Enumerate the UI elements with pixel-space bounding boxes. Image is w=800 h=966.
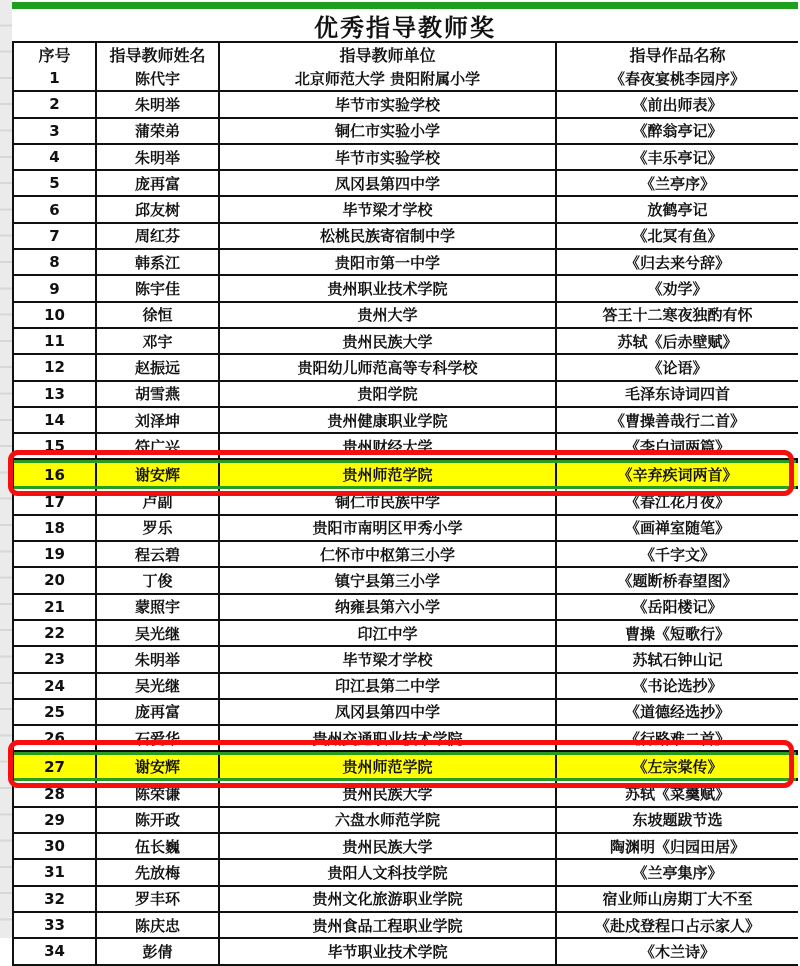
cell-name[interactable]: 刘泽坤 (97, 408, 220, 432)
cell-name[interactable]: 丁俊 (97, 568, 220, 592)
cell-work[interactable]: 《归去来兮辞》 (557, 250, 798, 274)
cell-work[interactable]: 陶渊明《归园田居》 (557, 834, 798, 858)
cell-no[interactable]: 7 (14, 224, 97, 248)
cell-name[interactable]: 周红芬 (97, 224, 220, 248)
cell-no[interactable]: 17 (14, 489, 97, 513)
cell-name[interactable]: 伍长巍 (97, 834, 220, 858)
cell-no[interactable]: 24 (14, 674, 97, 698)
cell-work[interactable]: 《醉翁亭记》 (557, 119, 798, 143)
cell-name[interactable]: 庞再富 (97, 700, 220, 724)
table-row (14, 329, 796, 355)
cell-work[interactable]: 《劝学》 (557, 276, 798, 300)
award-table (12, 9, 798, 966)
cell-no[interactable]: 2 (14, 92, 97, 116)
table-row (14, 434, 796, 460)
cell-name[interactable]: 蒲荣弟 (97, 119, 220, 143)
cell-name[interactable]: 罗乐 (97, 516, 220, 540)
cell-unit[interactable]: 贵州民族大学 (220, 329, 557, 353)
cell-no[interactable]: 18 (14, 516, 97, 540)
cell-name[interactable]: 吴光继 (97, 621, 220, 645)
cell-work[interactable]: 《辛弃疾词两首》 (557, 463, 798, 486)
cell-unit[interactable]: 贵州健康职业学院 (220, 408, 557, 432)
cell-unit[interactable]: 凤冈县第四中学 (220, 700, 557, 724)
cell-no[interactable]: 14 (14, 408, 97, 432)
table-row (14, 647, 796, 673)
cell-name[interactable]: 邓宇 (97, 329, 220, 353)
table-row (14, 674, 796, 700)
cell-work[interactable]: 曹操《短歌行》 (557, 621, 798, 645)
cell-no[interactable]: 27 (14, 755, 97, 778)
cell-unit[interactable]: 贵阳市南明区甲秀小学 (220, 516, 557, 540)
cell-name[interactable]: 吴光继 (97, 674, 220, 698)
cell-name[interactable]: 韩系江 (97, 250, 220, 274)
cell-unit[interactable]: 铜仁市民族中学 (220, 489, 557, 513)
cell-work[interactable]: 《春夜宴桃李园序》 (557, 66, 798, 90)
cell-work[interactable]: 《北冥有鱼》 (557, 224, 798, 248)
cell-no[interactable]: 21 (14, 595, 97, 619)
header-cell-name[interactable]: 指导教师姓名 (97, 43, 220, 66)
cell-name[interactable]: 赵振远 (97, 355, 220, 379)
table-row (14, 700, 796, 726)
cell-no[interactable]: 34 (14, 939, 97, 963)
cell-no[interactable]: 3 (14, 119, 97, 143)
cell-work[interactable]: 《兰亭序》 (557, 171, 798, 195)
table-row (14, 726, 796, 752)
cell-unit[interactable]: 毕节市实验学校 (220, 92, 557, 116)
cell-no[interactable]: 15 (14, 434, 97, 458)
cell-unit[interactable]: 贵州文化旅游职业学院 (220, 887, 557, 911)
cell-name[interactable]: 陈庆忠 (97, 913, 220, 937)
cell-no[interactable]: 28 (14, 781, 97, 805)
cell-name[interactable]: 先放梅 (97, 860, 220, 884)
cell-no[interactable]: 12 (14, 355, 97, 379)
cell-unit[interactable]: 凤冈县第四中学 (220, 171, 557, 195)
cell-no[interactable]: 26 (14, 726, 97, 750)
cell-no[interactable]: 16 (14, 463, 97, 486)
cell-name[interactable]: 胡雪燕 (97, 382, 220, 406)
cell-unit[interactable]: 铜仁市实验小学 (220, 119, 557, 143)
cell-work[interactable]: 苏轼《菜羹赋》 (557, 781, 798, 805)
table-row (14, 408, 796, 434)
sheet-margin-strip (0, 0, 12, 938)
cell-work[interactable]: 《曹操善哉行二首》 (557, 408, 798, 432)
cell-unit[interactable]: 北京师范大学 贵阳附属小学 (220, 66, 557, 90)
cell-name[interactable]: 谢安辉 (97, 755, 220, 778)
cell-work[interactable]: 宿业师山房期丁大不至 (557, 887, 798, 911)
cell-name[interactable]: 陈宇佳 (97, 276, 220, 300)
table-row (14, 119, 796, 145)
table-row (14, 460, 796, 489)
cell-work[interactable]: 《道德经选抄》 (557, 700, 798, 724)
cell-work[interactable]: 东坡题跋节选 (557, 808, 798, 832)
table-row (14, 542, 796, 568)
cell-name[interactable]: 徐恒 (97, 303, 220, 327)
cell-work[interactable]: 《千字文》 (557, 542, 798, 566)
cell-work[interactable]: 《题断桥春望图》 (557, 568, 798, 592)
cell-name[interactable]: 朱明举 (97, 92, 220, 116)
cell-unit[interactable]: 六盘水师范学院 (220, 808, 557, 832)
cell-work[interactable]: 《前出师表》 (557, 92, 798, 116)
cell-unit[interactable]: 贵州交通职业技术学院 (220, 726, 557, 750)
cell-no[interactable]: 19 (14, 542, 97, 566)
cell-name[interactable]: 程云碧 (97, 542, 220, 566)
table-row (14, 197, 796, 223)
table-row (14, 887, 796, 913)
cell-name[interactable]: 陈荣谦 (97, 781, 220, 805)
cell-work[interactable]: 毛泽东诗词四首 (557, 382, 798, 406)
cell-name[interactable]: 陈开政 (97, 808, 220, 832)
cell-name[interactable]: 卢副 (97, 489, 220, 513)
cell-name[interactable]: 朱明举 (97, 647, 220, 671)
cell-work[interactable]: 《书论选抄》 (557, 674, 798, 698)
cell-no[interactable]: 9 (14, 276, 97, 300)
cell-no[interactable]: 10 (14, 303, 97, 327)
cell-unit[interactable]: 贵州大学 (220, 303, 557, 327)
table-row (14, 913, 796, 939)
table-row (14, 303, 796, 329)
table-row (14, 621, 796, 647)
cell-unit[interactable]: 贵阳人文科技学院 (220, 860, 557, 884)
cell-unit[interactable]: 贵阳幼儿师范高等专科学校 (220, 355, 557, 379)
cell-name[interactable]: 邱友树 (97, 197, 220, 221)
table-row (14, 939, 796, 965)
cell-name[interactable]: 符广兴 (97, 434, 220, 458)
table-row (14, 516, 796, 542)
table-row (14, 568, 796, 594)
cell-unit[interactable]: 毕节梁才学校 (220, 197, 557, 221)
cell-work[interactable]: 《春江花月夜》 (557, 489, 798, 513)
cell-unit[interactable]: 贵阳市第一中学 (220, 250, 557, 274)
table-row (14, 808, 796, 834)
table-row (14, 224, 796, 250)
cell-work[interactable]: 《李白词两篇》 (557, 434, 798, 458)
cell-name[interactable]: 石爱华 (97, 726, 220, 750)
cell-unit[interactable]: 镇宁县第三小学 (220, 568, 557, 592)
cell-unit[interactable]: 贵州师范学院 (220, 463, 557, 486)
table-row (14, 860, 796, 886)
cell-no[interactable]: 25 (14, 700, 97, 724)
cell-no[interactable]: 11 (14, 329, 97, 353)
cell-no[interactable]: 8 (14, 250, 97, 274)
table-row (14, 595, 796, 621)
cell-no[interactable]: 20 (14, 568, 97, 592)
cell-name[interactable]: 彭倩 (97, 939, 220, 963)
cell-no[interactable]: 32 (14, 887, 97, 911)
cell-work[interactable]: 《兰亭集序》 (557, 860, 798, 884)
cell-unit[interactable]: 贵州食品工程职业学院 (220, 913, 557, 937)
cell-no[interactable]: 22 (14, 621, 97, 645)
cell-unit[interactable]: 贵州职业技术学院 (220, 276, 557, 300)
cell-unit[interactable]: 纳雍县第六小学 (220, 595, 557, 619)
cell-unit[interactable]: 贵州民族大学 (220, 781, 557, 805)
cell-work[interactable]: 苏轼《后赤壁赋》 (557, 329, 798, 353)
table-row (14, 834, 796, 860)
cell-no[interactable]: 13 (14, 382, 97, 406)
cell-unit[interactable]: 贵州民族大学 (220, 834, 557, 858)
cell-name[interactable]: 陈代宇 (97, 66, 220, 90)
cell-name[interactable]: 罗丰环 (97, 887, 220, 911)
cell-no[interactable]: 31 (14, 860, 97, 884)
table-row (14, 92, 796, 118)
table-row (14, 489, 796, 515)
cell-work[interactable]: 《丰乐亭记》 (557, 145, 798, 169)
cell-work[interactable]: 《行路难二首》 (557, 726, 798, 750)
cell-work[interactable]: 苏轼石钟山记 (557, 647, 798, 671)
cell-unit[interactable]: 松桃民族寄宿制中学 (220, 224, 557, 248)
cell-unit[interactable]: 毕节市实验学校 (220, 145, 557, 169)
cell-unit[interactable]: 毕节梁才学校 (220, 647, 557, 671)
cell-unit[interactable]: 贵州师范学院 (220, 755, 557, 778)
table-row (14, 171, 796, 197)
cell-name[interactable]: 朱明举 (97, 145, 220, 169)
cell-unit[interactable]: 仁怀市中枢第三小学 (220, 542, 557, 566)
cell-unit[interactable]: 毕节职业技术学院 (220, 939, 557, 963)
cell-work[interactable]: 答王十二寒夜独酌有怀 (557, 303, 798, 327)
table-row (14, 250, 796, 276)
table-row (14, 355, 796, 381)
cell-unit[interactable]: 印江县第二中学 (220, 674, 557, 698)
cell-work[interactable]: 《赴戍登程口占示家人》 (557, 913, 798, 937)
table-header-row (12, 41, 798, 66)
table-row (14, 276, 796, 302)
cell-work[interactable]: 《岳阳楼记》 (557, 595, 798, 619)
cell-work[interactable]: 《画禅室随笔》 (557, 516, 798, 540)
cell-unit[interactable]: 印江中学 (220, 621, 557, 645)
cell-no[interactable]: 4 (14, 145, 97, 169)
cell-no[interactable]: 1 (14, 66, 97, 90)
cell-work[interactable]: 《论语》 (557, 355, 798, 379)
table-row (14, 752, 796, 781)
cell-unit[interactable]: 贵阳学院 (220, 382, 557, 406)
header-cell-work[interactable]: 指导作品名称 (557, 43, 798, 66)
cell-no[interactable]: 5 (14, 171, 97, 195)
cell-name[interactable]: 庞再富 (97, 171, 220, 195)
table-row (14, 382, 796, 408)
cell-unit[interactable]: 贵州财经大学 (220, 434, 557, 458)
header-cell-unit[interactable]: 指导教师单位 (220, 43, 557, 66)
cell-no[interactable]: 33 (14, 913, 97, 937)
cell-work[interactable]: 《左宗棠传》 (557, 755, 798, 778)
table-row (14, 66, 796, 92)
cell-no[interactable]: 29 (14, 808, 97, 832)
table-row (14, 781, 796, 807)
cell-no[interactable]: 30 (14, 834, 97, 858)
cell-no[interactable]: 6 (14, 197, 97, 221)
table-body (12, 66, 798, 966)
table-row (14, 145, 796, 171)
cell-name[interactable]: 蒙照宇 (97, 595, 220, 619)
page-title: 优秀指导教师奖 (12, 9, 798, 41)
cell-name[interactable]: 谢安辉 (97, 463, 220, 486)
cell-no[interactable]: 23 (14, 647, 97, 671)
header-cell-no[interactable]: 序号 (14, 43, 97, 66)
cell-work[interactable]: 放鹤亭记 (557, 197, 798, 221)
cell-work[interactable]: 《木兰诗》 (557, 939, 798, 963)
